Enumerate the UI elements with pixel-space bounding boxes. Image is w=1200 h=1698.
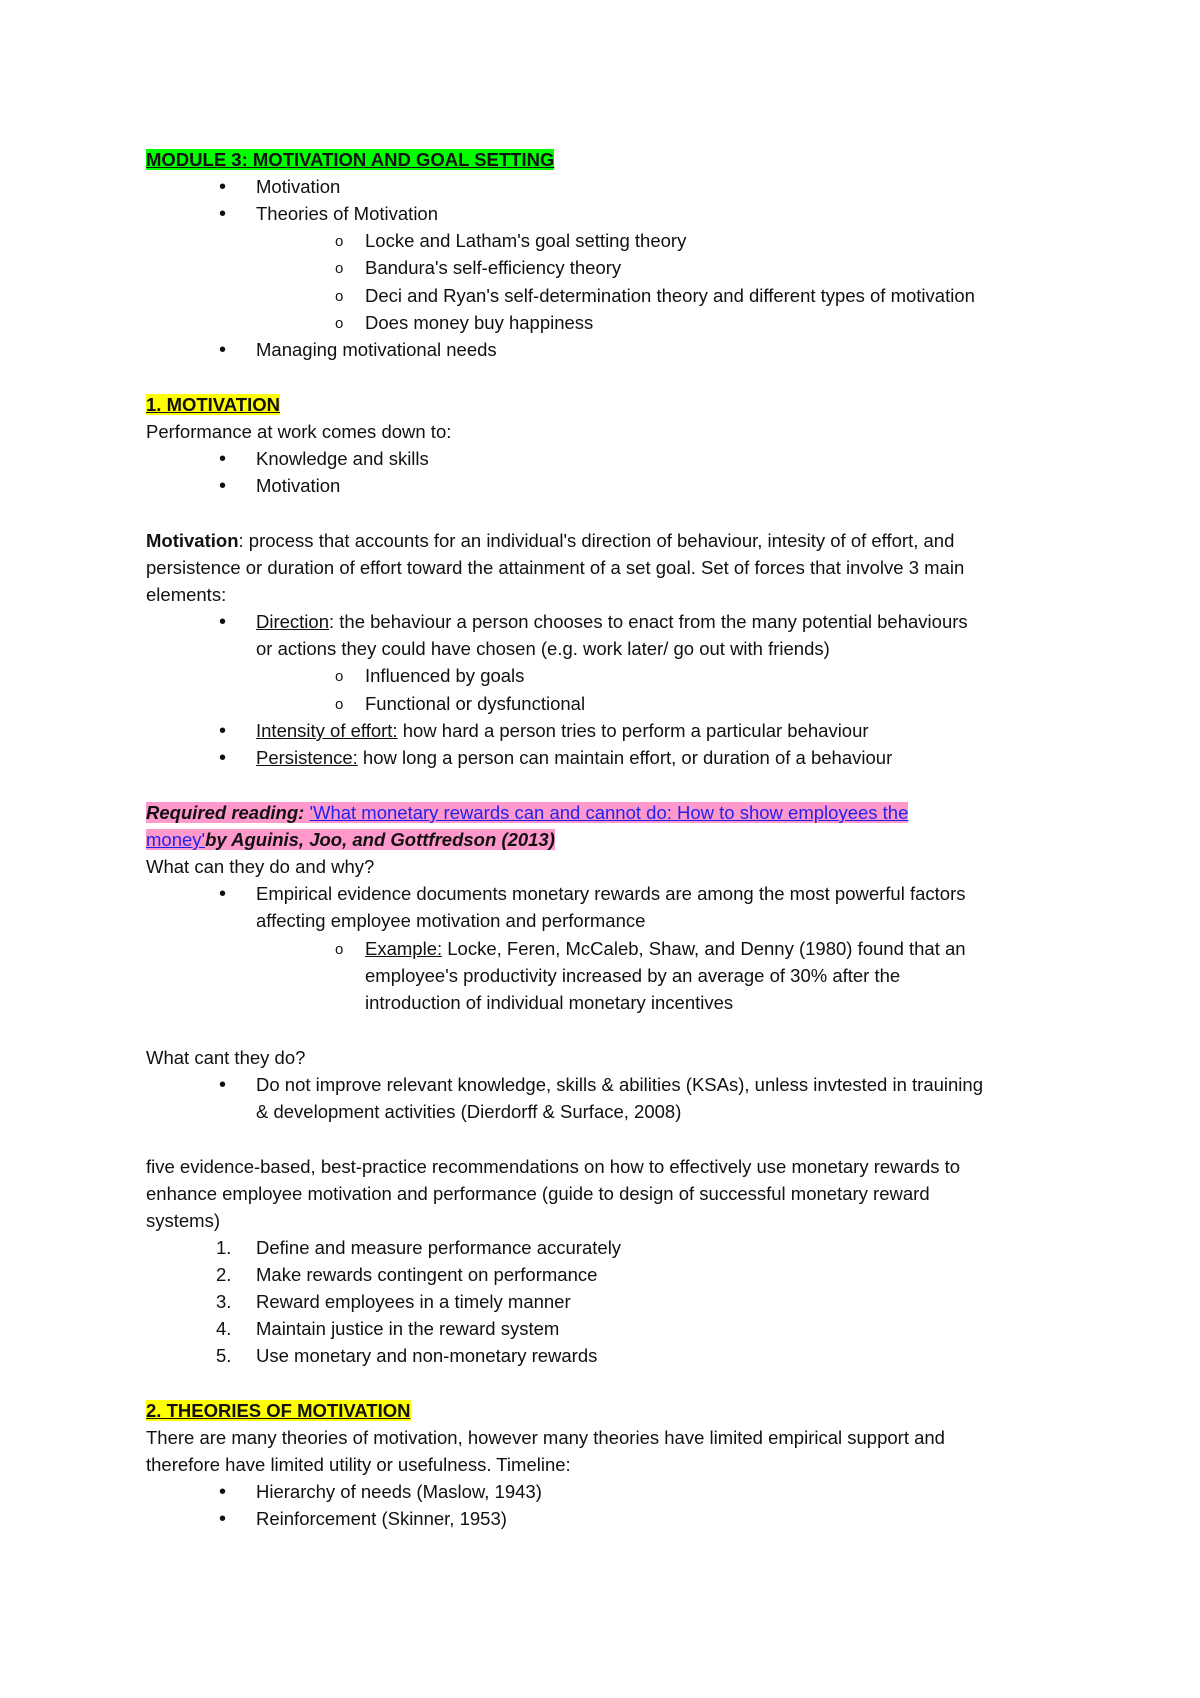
paragraph: What can they do and why?: [146, 856, 375, 877]
sub-item: o Example: Locke, Feren, McCaleb, Shaw, and Denny (1980) found that an: [365, 937, 966, 961]
required-reading: [146, 828, 555, 852]
outline-item: • Theories of Motivation: [256, 202, 438, 226]
reading-link[interactable]: money': [146, 829, 206, 850]
sub-item-continuation: introduction of individual monetary incentives: [365, 992, 734, 1013]
sub-item: o Functional or dysfunctional: [365, 692, 585, 716]
outline-subitem: o Deci and Ryan's self-determination theory and different types of motivation: [365, 284, 975, 308]
list-item-continuation: & development activities (Dierdorff & Surface, 2008): [256, 1101, 682, 1122]
paragraph: therefore have limited utility or usefulness. Timeline:: [146, 1454, 571, 1475]
term: Intensity of effort:: [256, 720, 398, 741]
list-item: • Direction: the behaviour a person chooses to enact from the many potential behaviours: [256, 610, 968, 634]
list-item: • Reinforcement (Skinner, 1953): [256, 1507, 507, 1531]
definition-line: Motivation: process that accounts for an individual's direction of behaviour, intesity of of effort, and: [146, 530, 955, 551]
section-heading: 2. THEORIES OF MOTIVATION: [146, 1400, 411, 1421]
outline-subitem: o Does money buy happiness: [365, 311, 593, 335]
paragraph: Performance at work comes down to:: [146, 421, 452, 442]
numbered-item: 3. Reward employees in a timely manner: [216, 1291, 571, 1312]
definition-line: persistence or duration of effort toward the attainment of a set goal. Set of forces that involve 3 main: [146, 557, 965, 578]
paragraph: systems): [146, 1210, 220, 1231]
sub-item: o Influenced by goals: [365, 664, 524, 688]
outline-item: • Managing motivational needs: [256, 338, 497, 362]
outline-subitem: o Bandura's self-efficiency theory: [365, 256, 621, 280]
paragraph: What cant they do?: [146, 1047, 306, 1068]
term: Example:: [365, 938, 443, 959]
list-item-continuation: or actions they could have chosen (e.g. work later/ go out with friends): [256, 638, 830, 659]
paragraph: enhance employee motivation and performance (guide to design of successful monetary reward: [146, 1183, 930, 1204]
module-heading: MODULE 3: MOTIVATION AND GOAL SETTING: [146, 149, 555, 170]
outline-subitem: o Locke and Latham's goal setting theory: [365, 229, 686, 253]
paragraph: There are many theories of motivation, however many theories have limited empirical support and: [146, 1427, 945, 1448]
list-item-continuation: affecting employee motivation and performance: [256, 910, 646, 931]
list-item: • Persistence: how long a person can maintain effort, or duration of a behaviour: [256, 746, 892, 770]
list-item: • Intensity of effort: how hard a person tries to perform a particular behaviour: [256, 719, 869, 743]
outline-item: • Motivation: [256, 175, 340, 199]
section-heading: 1. MOTIVATION: [146, 394, 280, 415]
list-item: • Do not improve relevant knowledge, skills & abilities (KSAs), unless invtested in trauining: [256, 1073, 983, 1097]
term: Direction: [256, 611, 329, 632]
numbered-item: 2. Make rewards contingent on performance: [216, 1264, 598, 1285]
paragraph: five evidence-based, best-practice recommendations on how to effectively use monetary rewards to: [146, 1156, 961, 1177]
list-item: • Knowledge and skills: [256, 447, 429, 471]
reading-authors: by Aguinis, Joo, and Gottfredson (2013): [205, 829, 555, 850]
numbered-item: 1. Define and measure performance accurately: [216, 1237, 622, 1258]
required-reading-label: Required reading:: [146, 802, 305, 823]
numbered-item: 5. Use monetary and non-monetary rewards: [216, 1345, 598, 1366]
reading-link[interactable]: 'What monetary rewards can and cannot do: How to show employees the: [309, 802, 909, 823]
term: Persistence:: [256, 747, 358, 768]
sub-item-continuation: employee's productivity increased by an average of 30% after the: [365, 965, 901, 986]
list-item: • Motivation: [256, 474, 340, 498]
definition-term: Motivation: [146, 530, 239, 551]
definition-line: elements:: [146, 584, 227, 605]
list-item: • Empirical evidence documents monetary rewards are among the most powerful factors: [256, 882, 966, 906]
list-item: • Hierarchy of needs (Maslow, 1943): [256, 1480, 542, 1504]
required-reading: [146, 801, 908, 825]
numbered-item: 4. Maintain justice in the reward system: [216, 1318, 560, 1339]
